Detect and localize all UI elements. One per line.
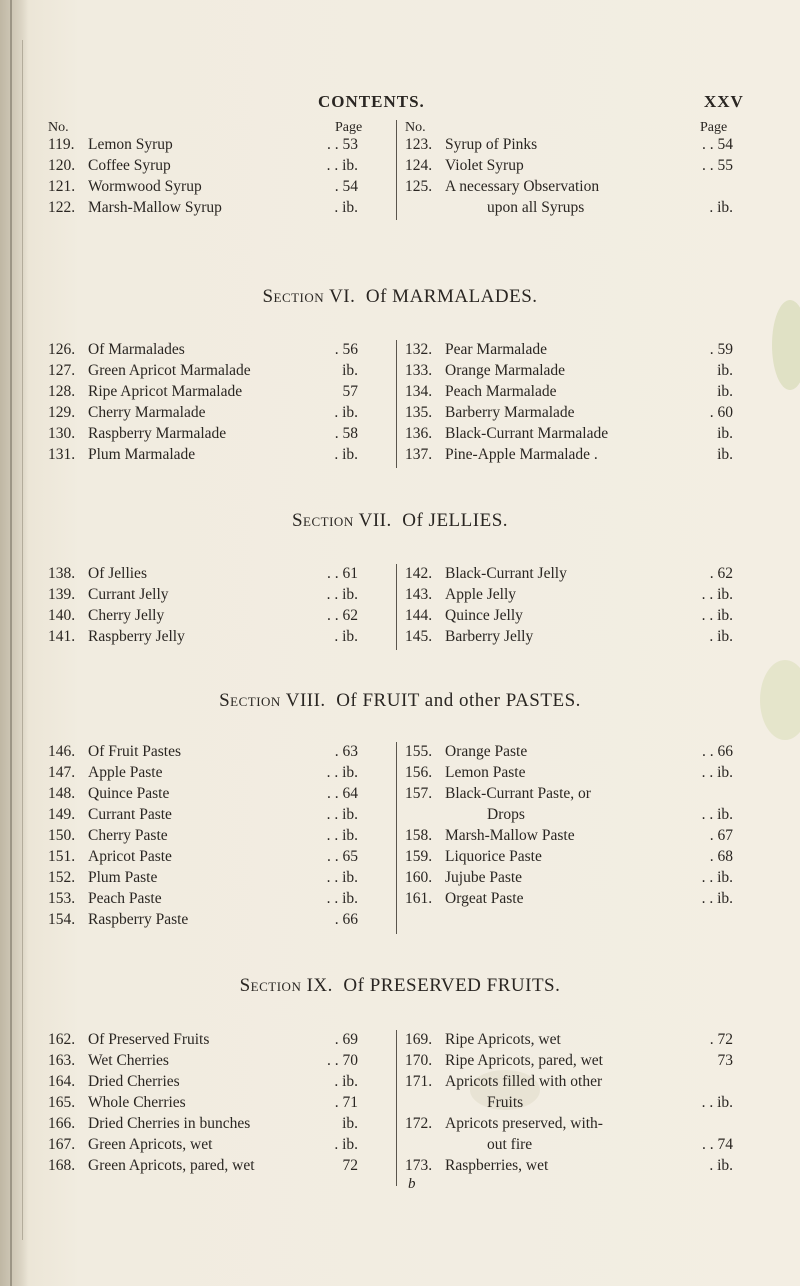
toc-entry: [405, 1051, 733, 1071]
entry-title: Wet Cherries: [88, 1052, 169, 1069]
entry-page: . . ib.: [701, 890, 733, 907]
entry-title: Currant Jelly: [88, 586, 169, 603]
entry-number: 129.: [48, 404, 76, 421]
entry-title: upon all Syrups: [487, 199, 585, 216]
entry-number: 122.: [48, 199, 76, 216]
entry-page: . . ib.: [326, 586, 358, 603]
entry-title: Ripe Apricots, wet: [445, 1031, 561, 1048]
entry-number: 155.: [405, 743, 433, 760]
toc-entry: [405, 135, 733, 155]
entry-number: 151.: [48, 848, 76, 865]
entry-title: Dried Cherries in bunches: [88, 1115, 251, 1132]
entry-page: . 54: [334, 178, 358, 195]
toc-entry: [48, 361, 358, 381]
entry-page: ib.: [342, 362, 358, 379]
entry-number: 138.: [48, 565, 76, 582]
entry-number: 167.: [48, 1136, 76, 1153]
entry-title: Dried Cherries: [88, 1073, 180, 1090]
entry-number: 154.: [48, 911, 76, 928]
entry-title: Of Fruit Pastes: [88, 743, 181, 760]
entry-number: 172.: [405, 1115, 433, 1132]
entry-number: 147.: [48, 764, 76, 781]
entry-title: Raspberry Jelly: [88, 628, 185, 645]
column-divider: [396, 340, 397, 468]
toc-entry: [48, 826, 358, 846]
toc-entry: [405, 1135, 733, 1155]
entry-title: Quince Jelly: [445, 607, 523, 624]
entry-title: Syrup of Pinks: [445, 136, 538, 153]
entry-title: out fire: [487, 1136, 533, 1153]
entry-page: ib.: [717, 362, 733, 379]
entry-title: Orgeat Paste: [445, 890, 524, 907]
entry-number: 157.: [405, 785, 433, 802]
entry-number: 131.: [48, 446, 76, 463]
entry-number: 170.: [405, 1052, 433, 1069]
entry-title: Of Jellies: [88, 565, 147, 582]
entry-number: 150.: [48, 827, 76, 844]
toc-entry: [48, 763, 358, 783]
page-number: XXV: [704, 92, 744, 111]
toc-entry: [48, 403, 358, 423]
entry-title: Black-Currant Paste, or: [445, 785, 591, 802]
entry-number: 139.: [48, 586, 76, 603]
entry-number: 153.: [48, 890, 76, 907]
entry-page: ib.: [717, 446, 733, 463]
entry-number: 137.: [405, 446, 433, 463]
entry-title: Green Apricots, wet: [88, 1136, 213, 1153]
entry-title: Barberry Jelly: [445, 628, 534, 645]
column-divider: [396, 564, 397, 650]
toc-entry: [405, 784, 733, 804]
entry-title: Liquorice Paste: [445, 848, 542, 865]
entry-page: . ib.: [334, 446, 358, 463]
toc-entry: [48, 382, 358, 402]
entry-number: 163.: [48, 1052, 76, 1069]
toc-entry: [405, 627, 733, 647]
toc-entry: [405, 742, 733, 762]
left-no-heading: No.: [48, 120, 69, 135]
entry-title: Drops: [487, 806, 525, 823]
entry-title: Raspberry Marmalade: [88, 425, 227, 442]
entry-number: 166.: [48, 1115, 76, 1132]
section-title: Of JELLIES.: [402, 510, 509, 531]
toc-entry: [405, 585, 733, 605]
entry-page: 57: [342, 383, 358, 400]
entry-page: . 58: [334, 425, 358, 442]
entry-title: Orange Paste: [445, 743, 528, 760]
entry-page: . ib.: [334, 199, 358, 216]
entry-title: A necessary Observation: [445, 178, 600, 195]
entry-page: . . ib.: [326, 890, 358, 907]
entry-number: 158.: [405, 827, 433, 844]
entry-number: 142.: [405, 565, 433, 582]
entry-page: . 67: [709, 827, 733, 844]
toc-entry: [48, 784, 358, 804]
binding-inner-line: [22, 40, 23, 1240]
entry-page: . ib.: [709, 628, 733, 645]
right-page-heading: Page: [700, 120, 728, 135]
toc-entry: [48, 198, 358, 218]
toc-entry: [405, 805, 733, 825]
entry-title: Pine-Apple Marmalade .: [445, 446, 598, 463]
section-title: Of PRESERVED FRUITS.: [343, 975, 561, 996]
entry-number: 130.: [48, 425, 76, 442]
toc-entry: [48, 564, 358, 584]
entry-number: 120.: [48, 157, 76, 174]
toc-entry: [405, 156, 733, 176]
entry-page: . 63: [334, 743, 358, 760]
toc-entry: [48, 910, 358, 930]
entry-title: Black-Currant Marmalade: [445, 425, 609, 442]
toc-entry: [405, 889, 733, 909]
entry-title: Apricots preserved, with-: [445, 1115, 603, 1132]
section-title: Of FRUIT and other PASTES.: [336, 690, 581, 711]
entry-page: . 72: [709, 1031, 733, 1048]
toc-entry: [405, 424, 733, 444]
toc-entry: [405, 564, 733, 584]
toc-entry: [405, 1093, 733, 1113]
entry-page: . 62: [709, 565, 733, 582]
section-label: Section VII.: [291, 510, 392, 531]
entry-title: Ripe Apricot Marmalade: [88, 383, 243, 400]
entry-title: Wormwood Syrup: [88, 178, 202, 195]
entry-page: . ib.: [709, 199, 733, 216]
toc-entry: [405, 763, 733, 783]
entry-number: 127.: [48, 362, 76, 379]
entry-title: Cherry Paste: [88, 827, 168, 844]
binding-edge-line: [10, 0, 12, 1286]
entry-page: . . 74: [702, 1136, 733, 1153]
entry-number: 162.: [48, 1031, 76, 1048]
entry-page: . ib.: [334, 1073, 358, 1090]
entry-page: . ib.: [334, 1136, 358, 1153]
entry-page: . . ib.: [326, 806, 358, 823]
entry-title: Plum Paste: [88, 869, 158, 886]
entry-title: Lemon Paste: [445, 764, 526, 781]
section-heading: [0, 286, 800, 308]
entry-page: . 69: [334, 1031, 358, 1048]
entry-page: ib.: [717, 425, 733, 442]
entry-page: . ib.: [709, 1157, 733, 1174]
toc-entry: [48, 742, 358, 762]
column-divider: [396, 1030, 397, 1186]
entry-page: . . ib.: [701, 586, 733, 603]
entry-title: Raspberries, wet: [445, 1157, 549, 1174]
toc-entry: [405, 361, 733, 381]
toc-entry: [48, 1030, 358, 1050]
entry-page: . ib.: [334, 404, 358, 421]
section-heading: [0, 975, 800, 997]
entry-number: 148.: [48, 785, 76, 802]
toc-entry: [48, 1051, 358, 1071]
entry-page: ib.: [342, 1115, 358, 1132]
entry-number: 145.: [405, 628, 433, 645]
column-divider: [396, 742, 397, 934]
entry-page: . . 54: [702, 136, 733, 153]
entry-page: . . 70: [327, 1052, 358, 1069]
toc-entry: [405, 177, 733, 197]
entry-page: ib.: [717, 383, 733, 400]
toc-entry: [405, 340, 733, 360]
entry-number: 173.: [405, 1157, 433, 1174]
toc-entry: [48, 177, 358, 197]
toc-entry: [405, 1114, 733, 1134]
toc-entry: [405, 1072, 733, 1092]
section-title: Of MARMALADES.: [365, 286, 538, 307]
entry-number: 119.: [48, 136, 75, 153]
entry-page: . . ib.: [701, 869, 733, 886]
entry-number: 123.: [405, 136, 433, 153]
entry-page: . . 53: [327, 136, 358, 153]
entry-title: Green Apricots, pared, wet: [88, 1157, 255, 1174]
entry-title: Green Apricot Marmalade: [88, 362, 251, 379]
section-heading: [0, 690, 800, 712]
toc-entry: [48, 135, 358, 155]
section-label: Section VIII.: [219, 690, 326, 711]
entry-page: . . 55: [702, 157, 733, 174]
entry-number: 125.: [405, 178, 433, 195]
entry-page: . . 64: [327, 785, 358, 802]
entry-number: 143.: [405, 586, 433, 603]
entry-number: 160.: [405, 869, 433, 886]
toc-entry: [48, 156, 358, 176]
toc-entry: [48, 1093, 358, 1113]
section-label: Section VI.: [262, 286, 356, 307]
toc-entry: [405, 868, 733, 888]
entry-title: Jujube Paste: [445, 869, 523, 886]
entry-page: . . 62: [327, 607, 358, 624]
entry-number: 128.: [48, 383, 76, 400]
toc-entry: [405, 847, 733, 867]
entry-title: Whole Cherries: [88, 1094, 186, 1111]
entry-page: . . 65: [327, 848, 358, 865]
entry-title: Apricot Paste: [88, 848, 172, 865]
entry-page: 72: [342, 1157, 358, 1174]
entry-number: 171.: [405, 1073, 433, 1090]
entry-number: 135.: [405, 404, 433, 421]
entry-title: Quince Paste: [88, 785, 170, 802]
entry-title: Fruits: [487, 1094, 524, 1111]
entry-page: . . ib.: [326, 157, 358, 174]
page-title: CONTENTS.: [318, 92, 425, 111]
entry-number: 169.: [405, 1031, 433, 1048]
entry-number: 159.: [405, 848, 433, 865]
toc-entry: [405, 445, 733, 465]
toc-entry: [48, 847, 358, 867]
entry-title: Apple Jelly: [445, 586, 517, 603]
running-head: [0, 92, 800, 112]
entry-page: . . ib.: [326, 764, 358, 781]
toc-entry: [48, 445, 358, 465]
toc-entry: [405, 382, 733, 402]
toc-entry: [48, 805, 358, 825]
column-divider: [396, 120, 397, 220]
toc-entry: [48, 889, 358, 909]
toc-entry: [48, 424, 358, 444]
toc-entry: [48, 627, 358, 647]
entry-title: Orange Marmalade: [445, 362, 566, 379]
entry-number: 134.: [405, 383, 433, 400]
toc-entry: [405, 606, 733, 626]
entry-page: . 59: [709, 341, 733, 358]
entry-page: . . 66: [702, 743, 733, 760]
toc-entry: [405, 826, 733, 846]
entry-number: 124.: [405, 157, 433, 174]
entry-title: Barberry Marmalade: [445, 404, 575, 421]
entry-page: . 71: [334, 1094, 358, 1111]
toc-entry: [48, 585, 358, 605]
entry-page: . 56: [334, 341, 358, 358]
toc-entry: [48, 1114, 358, 1134]
entry-page: . 68: [709, 848, 733, 865]
entry-title: Of Preserved Fruits: [88, 1031, 210, 1048]
entry-number: 146.: [48, 743, 76, 760]
toc-entry: [48, 340, 358, 360]
toc-entry: [405, 1030, 733, 1050]
page-binding-shadow: [0, 0, 28, 1286]
left-page-heading: Page: [335, 120, 363, 135]
entry-title: Of Marmalades: [88, 341, 185, 358]
entry-page: . . ib.: [701, 607, 733, 624]
entry-title: Peach Marmalade: [445, 383, 557, 400]
entry-number: 168.: [48, 1157, 76, 1174]
entry-title: Marsh-Mallow Paste: [445, 827, 575, 844]
paper-stain: [772, 300, 800, 390]
entry-title: Coffee Syrup: [88, 157, 171, 174]
entry-number: 156.: [405, 764, 433, 781]
toc-entry: [48, 1135, 358, 1155]
entry-title: Marsh-Mallow Syrup: [88, 199, 222, 216]
entry-title: Cherry Marmalade: [88, 404, 206, 421]
entry-page: . . ib.: [326, 869, 358, 886]
entry-number: 136.: [405, 425, 433, 442]
entry-number: 121.: [48, 178, 76, 195]
entry-page: . 66: [334, 911, 358, 928]
signature-mark: b: [408, 1176, 416, 1192]
entry-title: Apricots filled with other: [445, 1073, 603, 1090]
entry-title: Cherry Jelly: [88, 607, 165, 624]
toc-entry: [48, 606, 358, 626]
entry-page: . ib.: [334, 628, 358, 645]
toc-entry: [48, 868, 358, 888]
entry-title: Violet Syrup: [445, 157, 524, 174]
right-no-heading: No.: [405, 120, 426, 135]
toc-entry: [405, 403, 733, 423]
entry-number: 165.: [48, 1094, 76, 1111]
entry-title: Apple Paste: [88, 764, 163, 781]
entry-number: 141.: [48, 628, 76, 645]
entry-title: Pear Marmalade: [445, 341, 547, 358]
entry-number: 152.: [48, 869, 76, 886]
entry-title: Lemon Syrup: [88, 136, 173, 153]
entry-number: 132.: [405, 341, 433, 358]
toc-entry: [48, 1156, 358, 1176]
entry-title: Ripe Apricots, pared, wet: [445, 1052, 603, 1069]
entry-number: 140.: [48, 607, 76, 624]
toc-entry: [48, 1072, 358, 1092]
entry-page: . . ib.: [326, 827, 358, 844]
entry-title: Plum Marmalade: [88, 446, 196, 463]
entry-page: . . ib.: [701, 806, 733, 823]
entry-title: Raspberry Paste: [88, 911, 189, 928]
entry-number: 149.: [48, 806, 76, 823]
entry-number: 164.: [48, 1073, 76, 1090]
entry-number: 161.: [405, 890, 433, 907]
entry-number: 126.: [48, 341, 76, 358]
toc-entry: [405, 1156, 733, 1176]
section-label: Section IX.: [239, 975, 333, 996]
entry-title: Peach Paste: [88, 890, 162, 907]
entry-title: Black-Currant Jelly: [445, 565, 567, 582]
entry-page: . 60: [709, 404, 733, 421]
toc-entry: [405, 198, 733, 218]
entry-page: . . ib.: [701, 764, 733, 781]
entry-page: . . ib.: [701, 1094, 733, 1111]
entry-number: 144.: [405, 607, 433, 624]
section-heading: [0, 510, 800, 532]
entry-page: . . 61: [327, 565, 358, 582]
entry-page: 73: [717, 1052, 733, 1069]
entry-number: 133.: [405, 362, 433, 379]
entry-title: Currant Paste: [88, 806, 172, 823]
